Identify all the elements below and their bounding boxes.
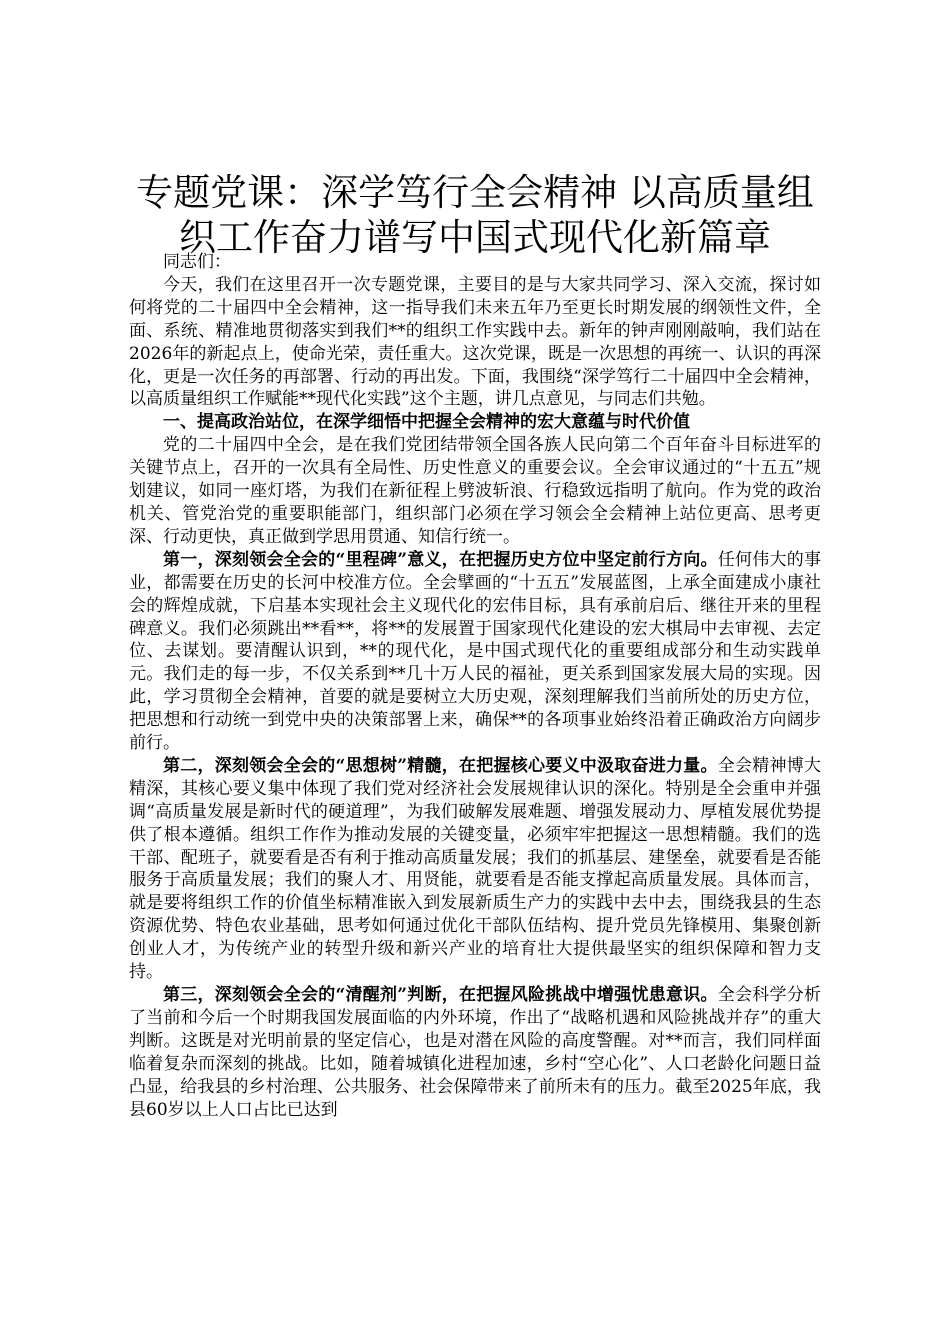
document-title: 专题党课：深学笃行全会精神 以高质量组织工作奋力谱写中国式现代化新篇章 [136,171,814,259]
point-lead-3: 第三，深刻领会全会的“清醒剂”判断，在把握风险挑战中增强忧患意识。 [163,985,718,1005]
point-body-3: 全会科学分析了当前和今后一个时期我国发展面临的内外环境，作出了“战略机遇和风险挑战并存”的重大判断。这既是对光明前景的坚定信心，也是对潜在风险的高度警醒。对**而言，我们同样面临着复杂而深刻的挑战。比如，随着城镇化进程加速，乡村“空心化”、人口老龄化问题日益凸显，给我县的乡村治理、公共服务、社会保障带来了前所未有的压力。截至2025年底，我县60岁以上人口占比已达到 [129,985,822,1120]
point-lead-2: 第二，深刻领会全会的“思想树”精髓，在把握核心要义中汲取奋进力量。 [163,755,718,776]
salutation: 同志们： [163,252,231,272]
point-paragraph-2 [129,755,821,984]
section-paragraph: 党的二十届四中全会，是在我们党团结带领全国各族人民向第二个百年奋斗目标进军的关键节点上，召开的一次具有全局性、历史性意义的重要会议。全会审议通过的“十五五”规划建议，如同一座灯塔，为我们在新征程上劈波斩浪、行稳致远指明了航向。作为党的政治机关、管党治党的重要职能部门，组织部门必须在学习领会全会精神上站位更高、思考更深、行动更快，真正做到学思用贯通、知信行统一。 [129,435,821,547]
point-paragraph-1 [129,549,821,755]
point-lead-1: 第一，深刻领会全会的“里程碑”意义，在把握历史方位中坚定前行方向。 [163,549,718,570]
document-body [129,251,821,1121]
point-body-2: 全会精神博大精深，其核心要义集中体现了我们党对经济社会发展规律认识的深化。特别是全会重申并强调“高质量发展是新时代的硬道理”，为我们破解发展难题、增强发展动力、厚植发展优势提供了根本遵循。组织工作作为推动发展的关键变量，必须牢牢把握这一思想精髓。我们的选干部、配班子，就要看是否有利于推动高质量发展；我们的抓基层、建堡垒，就要看是否能服务于高质量发展；我们的聚人才、用贤能，就要看是否能支撑起高质量发展。具体而言，就是要将组织工作的价值坐标精准嵌入到发展新质生产力的实践中去中去，围绕我县的生态资源优势、特色农业基础，思考如何通过优化干部队伍结构、提升党员先锋模用、集聚创新创业人才，为传统产业的转型升级和新兴产业的培育壮大提供最坚实的组织保障和智力支持。 [129,755,822,983]
point-paragraph-3 [129,984,821,1121]
intro-paragraph: 今天，我们在这里召开一次专题党课，主要目的是与大家共同学习、深入交流，探讨如何将党的二十届四中全会精神，这一指导我们未来五年乃至更长时期发展的纲领性文件，全面、系统、精准地贯彻落实到我们**的组织工作实践中去。新年的钟声刚刚敲响，我们站在2026年的新起点上，使命光荣，责任重大。这次党课，既是一次思想的再统一、认识的再深化，更是一次任务的再部署、行动的再出发。下面，我围绕“深学笃行二十届四中全会精神，以高质量组织工作赋能**现代化实践”这个主题，讲几点意见，与同志们共勉。 [129,274,821,410]
point-body-1: 任何伟大的事业，都需要在历史的长河中校准方位。全会擘画的“十五五”发展蓝图，上承全面建成小康社会的辉煌成就，下启基本实现社会主义现代化的宏伟目标，具有承前启后、继往开来的里程碑意义。我们必须跳出**看**，将**的发展置于国家现代化建设的宏大棋局中去审视、去定位、去谋划。要清醒认识到，**的现代化，是中国式现代化的重要组成部分和生动实践单元。我们走的每一步，不仅关系到**几十万人民的福祉，更关系到国家发展大局的实现。因此，学习贯彻全会精神，首要的就是要树立大历史观，深刻理解我们当前所处的历史方位，把思想和行动统一到党中央的决策部署上来，确保**的各项事业始终沿着正确政治方向阔步前行。 [129,549,822,754]
section-heading: 一、提高政治站位，在深学细悟中把握全会精神的宏大意蕴与时代价值 [163,412,690,433]
